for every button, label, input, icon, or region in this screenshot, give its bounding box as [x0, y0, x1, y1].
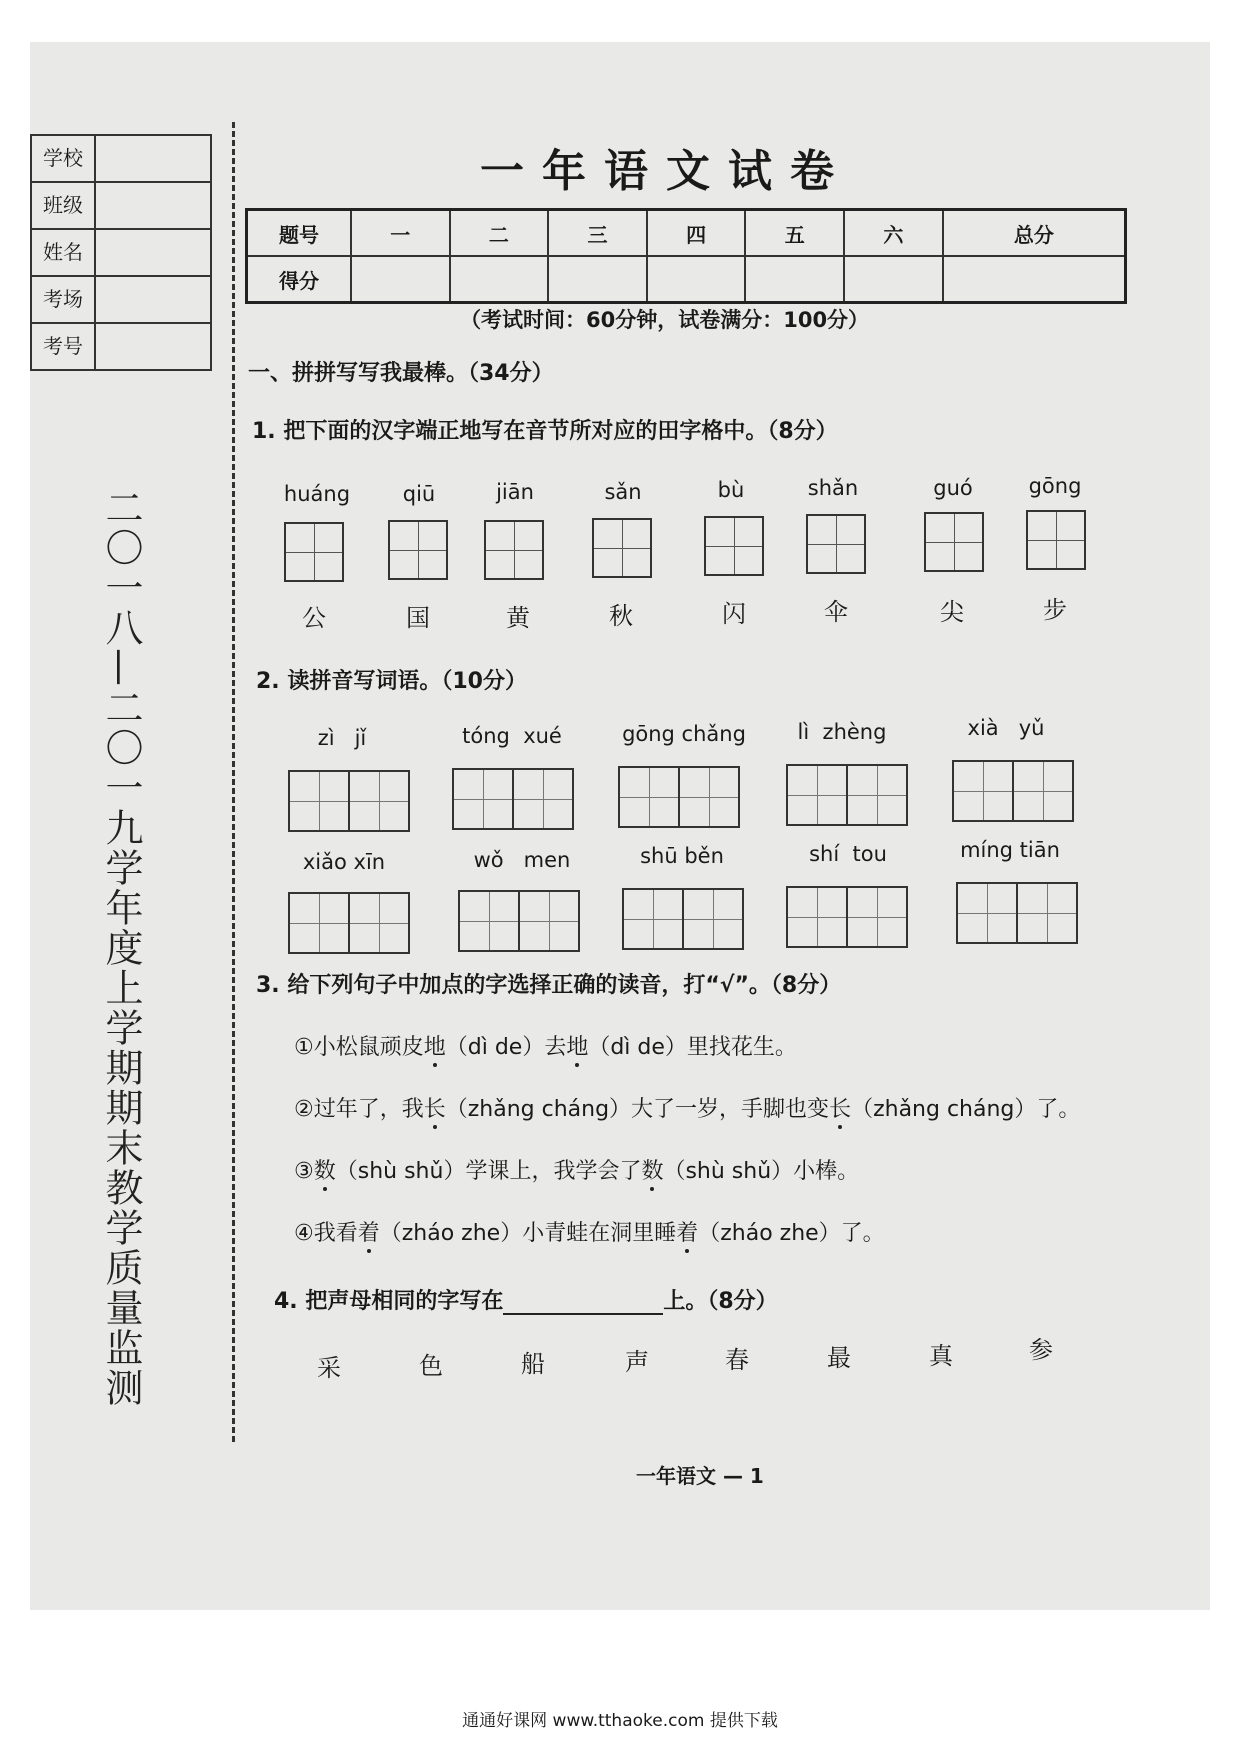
- pinyin-label: qiū: [402, 482, 436, 506]
- character-label: 尖: [940, 598, 964, 626]
- sentence-3: [294, 1154, 859, 1185]
- pinyin-label: xià yǔ: [967, 716, 1045, 740]
- side-vertical-title: 二〇一八—二〇一九学年度上学期期末教学质量监测: [99, 488, 143, 1408]
- character-label: 色: [419, 1352, 443, 1380]
- grid-cell[interactable]: [624, 890, 682, 948]
- tianzige-box[interactable]: [806, 514, 866, 574]
- question-heading-text: 上。（8分）: [663, 1289, 778, 1314]
- score-table-header-row: [247, 210, 1126, 257]
- character-label: 春: [725, 1346, 749, 1374]
- tianzige-box[interactable]: [592, 518, 652, 578]
- pronunciation-options[interactable]: （dì de）里找花生。: [588, 1035, 797, 1060]
- info-value-field[interactable]: [96, 136, 210, 181]
- pinyin-label: bù: [717, 478, 745, 502]
- grid-cell[interactable]: [1016, 884, 1076, 942]
- word-writing-grid[interactable]: [786, 764, 908, 826]
- character-label: 步: [1043, 596, 1067, 624]
- info-label: 姓名: [32, 230, 96, 275]
- word-writing-grid[interactable]: [288, 892, 410, 954]
- score-row-label: 得分: [247, 256, 352, 303]
- character-label: 黄: [506, 604, 530, 632]
- grid-cell[interactable]: [512, 770, 572, 828]
- pinyin-label: xiǎo xīn: [302, 850, 386, 874]
- character-label: 公: [302, 604, 326, 632]
- pinyin-label: zì jǐ: [317, 726, 367, 750]
- word-writing-grid[interactable]: [618, 766, 740, 828]
- pinyin-label: shǎn: [807, 476, 859, 500]
- character-label: 真: [929, 1342, 953, 1370]
- info-row-name: [32, 230, 210, 277]
- word-writing-grid[interactable]: [786, 886, 908, 948]
- tianzige-box[interactable]: [284, 522, 344, 582]
- info-row-room: [32, 277, 210, 324]
- score-table-score-row: [247, 256, 1126, 303]
- score-cell[interactable]: [647, 256, 746, 303]
- character-label: 最: [827, 1344, 851, 1372]
- pinyin-label: míng tiān: [960, 838, 1060, 862]
- score-cell[interactable]: [351, 256, 450, 303]
- grid-cell[interactable]: [454, 770, 512, 828]
- dotted-character: 数: [641, 1154, 663, 1185]
- grid-cell[interactable]: [846, 766, 906, 824]
- page-title: 一年语文试卷: [480, 146, 852, 197]
- sentence-text: ③: [294, 1159, 314, 1184]
- grid-cell[interactable]: [788, 888, 846, 946]
- score-cell[interactable]: [943, 256, 1126, 303]
- score-header-cell: 总分: [943, 210, 1126, 257]
- pinyin-label: huáng: [283, 482, 351, 506]
- pinyin-label: jiān: [496, 480, 534, 504]
- character-label: 闪: [722, 600, 746, 628]
- pronunciation-options[interactable]: （dì de）去: [445, 1035, 567, 1060]
- pinyin-label: tóng xué: [462, 724, 562, 748]
- tianzige-box[interactable]: [484, 520, 544, 580]
- score-header-cell: 题号: [247, 210, 352, 257]
- info-row-school: [32, 136, 210, 183]
- pronunciation-options[interactable]: （shù shǔ）学课上，我学会了: [335, 1159, 642, 1184]
- character-label: 船: [521, 1350, 545, 1378]
- grid-cell[interactable]: [1012, 762, 1072, 820]
- score-header-cell: 六: [844, 210, 943, 257]
- info-value-field[interactable]: [96, 277, 210, 322]
- score-header-cell: 三: [548, 210, 647, 257]
- info-value-field[interactable]: [96, 183, 210, 228]
- exam-time-note: （考试时间：60分钟，试卷满分：100分）: [460, 308, 870, 332]
- pinyin-label: gōng: [1028, 474, 1082, 498]
- dotted-character: 着: [358, 1216, 380, 1247]
- pinyin-label: shí tou: [809, 842, 887, 866]
- character-label: 伞: [824, 598, 848, 626]
- pronunciation-options[interactable]: （zhǎng cháng）大了一岁，手脚也变: [445, 1097, 830, 1122]
- pronunciation-options[interactable]: （shù shǔ）小棒。: [663, 1159, 860, 1184]
- tianzige-box[interactable]: [1026, 510, 1086, 570]
- grid-cell[interactable]: [788, 766, 846, 824]
- grid-cell[interactable]: [348, 894, 408, 952]
- grid-cell[interactable]: [290, 772, 348, 830]
- pinyin-label: shū běn: [640, 844, 724, 868]
- sentence-text: ①小松鼠顽皮: [294, 1035, 424, 1060]
- question-heading-text: 4. 把声母相同的字写在: [274, 1289, 504, 1314]
- word-writing-grid[interactable]: [952, 760, 1074, 822]
- pronunciation-options[interactable]: （zhǎng cháng）了。: [851, 1097, 1081, 1122]
- question-heading: 3. 给下列句子中加点的字选择正确的读音，打“√”。（8分）: [256, 973, 842, 998]
- dotted-character: 地: [566, 1030, 588, 1061]
- character-label: 声: [625, 1348, 649, 1376]
- info-value-field[interactable]: [96, 324, 210, 369]
- character-label: 国: [406, 604, 430, 632]
- word-writing-grid[interactable]: [956, 882, 1078, 944]
- info-label: 班级: [32, 183, 96, 228]
- grid-cell[interactable]: [678, 768, 738, 826]
- grid-cell[interactable]: [682, 890, 742, 948]
- pinyin-label: sǎn: [604, 480, 642, 504]
- character-label: 秋: [609, 602, 633, 630]
- word-writing-grid[interactable]: [288, 770, 410, 832]
- tianzige-box[interactable]: [388, 520, 448, 580]
- question-heading: 2. 读拼音写词语。（10分）: [256, 669, 527, 694]
- score-cell[interactable]: [450, 256, 549, 303]
- student-info-box: [30, 134, 212, 371]
- score-header-cell: 二: [450, 210, 549, 257]
- binding-cut-line: [232, 122, 235, 1442]
- score-header-cell: 四: [647, 210, 746, 257]
- pronunciation-options[interactable]: （zháo zhe）了。: [698, 1221, 885, 1246]
- info-label: 学校: [32, 136, 96, 181]
- score-cell[interactable]: [844, 256, 943, 303]
- sentence-text: ④我看: [294, 1221, 358, 1246]
- info-value-field[interactable]: [96, 230, 210, 275]
- info-label: 考场: [32, 277, 96, 322]
- score-table: [245, 208, 1127, 304]
- pronunciation-options[interactable]: （zháo zhe）小青蛙在洞里睡: [379, 1221, 677, 1246]
- answer-blank[interactable]: [503, 1291, 663, 1315]
- pinyin-label: gōng chǎng: [622, 722, 746, 746]
- dotted-character: 长: [829, 1092, 851, 1123]
- tianzige-box[interactable]: [924, 512, 984, 572]
- score-cell[interactable]: [745, 256, 844, 303]
- word-writing-grid[interactable]: [458, 890, 580, 952]
- grid-cell[interactable]: [348, 772, 408, 830]
- dotted-character: 数: [314, 1154, 336, 1185]
- grid-cell[interactable]: [846, 888, 906, 946]
- grid-cell[interactable]: [620, 768, 678, 826]
- section-heading: 一、拼拼写写我最棒。（34分）: [248, 361, 554, 386]
- info-row-exam-number: [32, 324, 210, 369]
- score-cell[interactable]: [548, 256, 647, 303]
- grid-cell[interactable]: [518, 892, 578, 950]
- character-label: 采: [317, 1354, 341, 1382]
- pinyin-label: guó: [933, 476, 973, 500]
- grid-cell[interactable]: [290, 894, 348, 952]
- dotted-character: 地: [424, 1030, 446, 1061]
- sentence-2: [294, 1092, 1080, 1123]
- tianzige-box[interactable]: [704, 516, 764, 576]
- grid-cell[interactable]: [954, 762, 1012, 820]
- word-writing-grid[interactable]: [452, 768, 574, 830]
- character-label: 参: [1029, 1336, 1053, 1364]
- dotted-character: 着: [676, 1216, 698, 1247]
- page-footer: 一年语文 — 1: [636, 1464, 764, 1488]
- question-heading: 1. 把下面的汉字端正地写在音节所对应的田字格中。（8分）: [252, 419, 838, 444]
- sentence-text: ②过年了，我: [294, 1097, 424, 1122]
- score-header-cell: 一: [351, 210, 450, 257]
- info-label: 考号: [32, 324, 96, 369]
- pinyin-label: wǒ men: [473, 848, 571, 872]
- info-row-class: [32, 183, 210, 230]
- pinyin-label: lì zhèng: [797, 720, 887, 744]
- grid-cell[interactable]: [958, 884, 1016, 942]
- sentence-1: [294, 1030, 797, 1061]
- download-credit: 通通好课网 www.tthaoke.com 提供下载: [462, 1711, 778, 1731]
- score-header-cell: 五: [745, 210, 844, 257]
- question-heading: [274, 1284, 778, 1315]
- sentence-4: [294, 1216, 885, 1247]
- word-writing-grid[interactable]: [622, 888, 744, 950]
- dotted-character: 长: [424, 1092, 446, 1123]
- grid-cell[interactable]: [460, 892, 518, 950]
